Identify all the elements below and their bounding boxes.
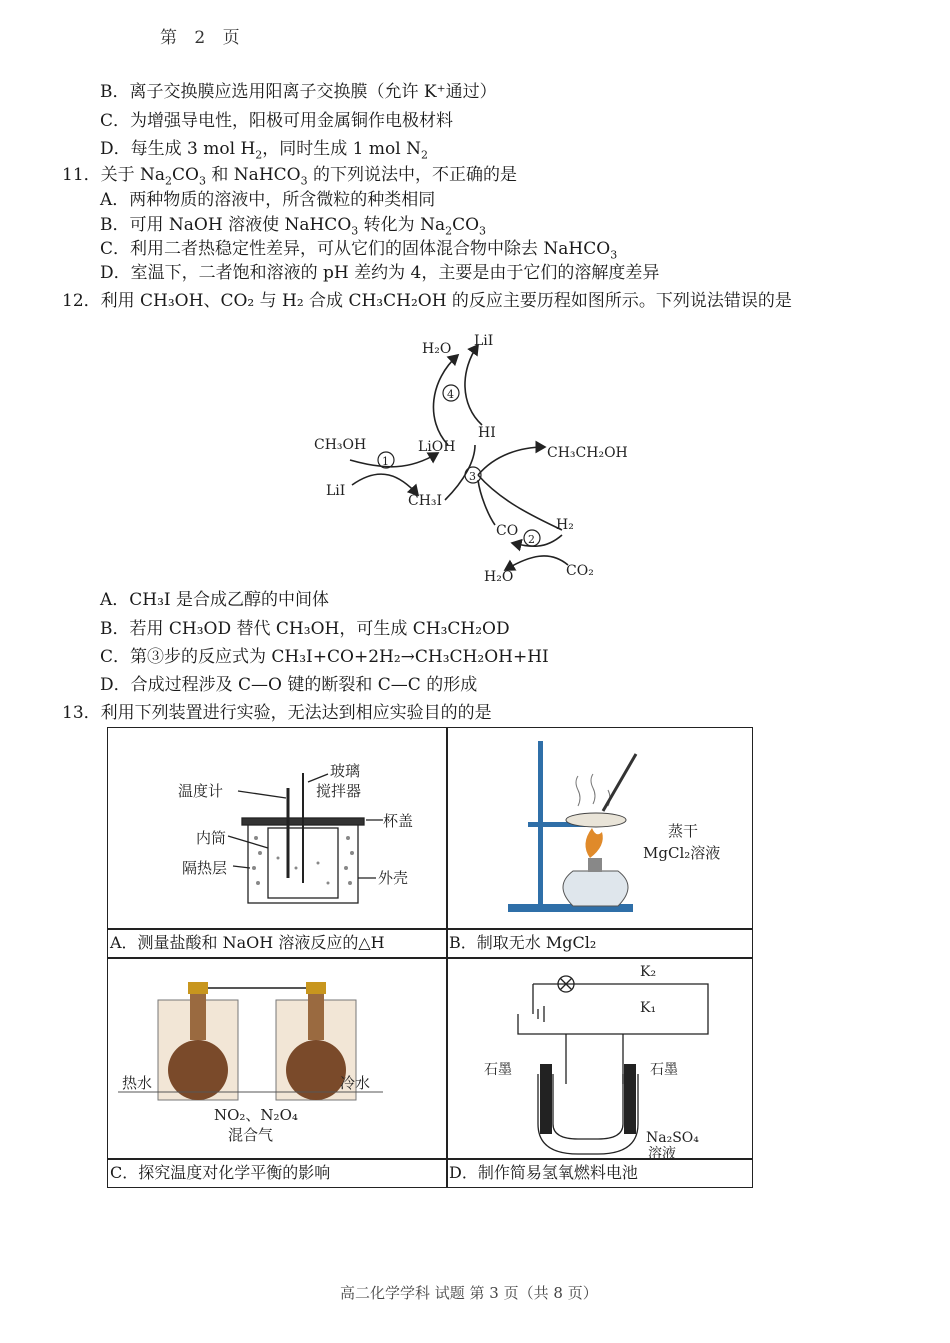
q11-option-d: D．室温下，二者饱和溶液的 pH 差约为 4，主要是由于它们的溶解度差异 bbox=[100, 263, 660, 283]
label-cold-water: 冷水 bbox=[340, 1074, 371, 1092]
label-lii-top: LiI bbox=[474, 333, 494, 349]
label-co2: CO₂ bbox=[566, 563, 594, 579]
label-lid: 杯盖 bbox=[383, 812, 414, 830]
q11-option-c: C．利用二者热稳定性差异，可从它们的固体混合物中除去 NaHCO$_3$ bbox=[100, 239, 618, 262]
flask-right bbox=[286, 1040, 346, 1100]
q11-option-b: B．可用 NaOH 溶液使 NaHCO$_3$ 转化为 $Na_2CO_3$ bbox=[100, 215, 487, 238]
label-h2: H₂ bbox=[556, 517, 574, 533]
q12-option-d: D．合成过程涉及 C—O 键的断裂和 C—C 的形成 bbox=[100, 675, 478, 695]
table-divider-row bbox=[108, 957, 752, 959]
step1-curve-bottom bbox=[352, 474, 418, 495]
q11-option-a: A．两种物质的溶液中，所含微粒的种类相同 bbox=[100, 190, 436, 210]
evaporating-dish bbox=[566, 813, 626, 827]
cropped-footer: 高二化学学科 试题 第 3 页（共 8 页） bbox=[340, 1284, 598, 1302]
label-solution: 溶液 bbox=[648, 1146, 676, 1162]
label-shell: 外壳 bbox=[378, 869, 409, 887]
cropped-header: 第 2 页 bbox=[160, 28, 246, 48]
step3-curve-h2 bbox=[478, 475, 562, 530]
equilibrium-flasks-diagram bbox=[118, 960, 443, 1155]
q10-option-b: B．离子交换膜应选用阳离子交换膜（允许 K⁺通过） bbox=[100, 82, 497, 102]
label-h2o-bottom: H₂O bbox=[484, 569, 514, 585]
label-mgcl2-solution: MgCl₂溶液 bbox=[643, 844, 721, 862]
label-gases: NO₂、N₂O₄ bbox=[214, 1106, 298, 1124]
label-step2: 2 bbox=[528, 533, 535, 546]
q12-option-a: A．CH₃I 是合成乙醇的中间体 bbox=[100, 590, 330, 610]
label-graphite-right: 石墨 bbox=[650, 1062, 678, 1078]
flame bbox=[585, 828, 602, 858]
label-step1: 1 bbox=[382, 455, 389, 468]
steam bbox=[576, 774, 610, 806]
table-divider-a-caption bbox=[108, 928, 752, 930]
label-k1: K₁ bbox=[640, 1000, 657, 1016]
step3-curve-lower bbox=[478, 480, 495, 525]
label-insulation: 隔热层 bbox=[182, 859, 228, 877]
label-lii-left: LiI bbox=[326, 483, 346, 499]
circuit-wire bbox=[518, 984, 708, 1034]
label-ch3oh: CH₃OH bbox=[314, 437, 367, 453]
calorimeter-diagram bbox=[178, 758, 418, 923]
label-stirrer: 搅拌器 bbox=[316, 782, 362, 800]
label-inner: 内筒 bbox=[196, 829, 227, 847]
q10-option-c: C．为增强导电性，阳极可用金属铜作电极材料 bbox=[100, 111, 454, 131]
q12-option-b: B．若用 CH₃OD 替代 CH₃OH，可生成 CH₃CH₂OD bbox=[100, 619, 510, 639]
label-hi: HI bbox=[478, 425, 496, 441]
label-k2: K₂ bbox=[640, 964, 657, 980]
label-ch3ch2oh: CH₃CH₂OH bbox=[547, 445, 628, 461]
label-thermometer: 温度计 bbox=[178, 782, 224, 800]
q12-option-c: C．第③步的反应式为 CH₃I+CO+2H₂→CH₃CH₂OH+HI bbox=[100, 647, 549, 667]
label-hot-water: 热水 bbox=[122, 1074, 153, 1092]
evaporation-diagram bbox=[478, 736, 748, 926]
label-glass: 玻璃 bbox=[330, 762, 361, 780]
label-ch3i: CH₃I bbox=[408, 493, 443, 509]
graphite-left bbox=[540, 1064, 552, 1134]
label-evaporate: 蒸干 bbox=[668, 822, 699, 840]
q13-apparatus-table bbox=[107, 727, 753, 1188]
label-step4: 4 bbox=[447, 388, 454, 401]
step4-curve-right bbox=[465, 345, 482, 425]
label-h2o-top: H₂O bbox=[422, 341, 452, 357]
label-co: CO bbox=[496, 523, 519, 539]
step3-curve-main bbox=[478, 447, 545, 475]
label-mixture: 混合气 bbox=[228, 1126, 274, 1144]
reaction-mechanism-diagram bbox=[300, 325, 650, 590]
label-step3: 3 bbox=[469, 470, 476, 483]
caption-d: D．制作简易氢氧燃料电池 bbox=[449, 1163, 638, 1182]
label-lioh: LiOH bbox=[418, 439, 456, 455]
step2-curve-bottom bbox=[505, 556, 568, 570]
q10-option-d: D．每生成 3 mol $H_2$，同时生成 1 mol $N_2$ bbox=[100, 139, 428, 162]
q11-stem: 11．关于 $Na_2CO_3$ 和 NaHCO$_3$ 的下列说法中，不正确的是 bbox=[62, 165, 517, 188]
caption-b: B．制取无水 MgCl₂ bbox=[449, 933, 597, 952]
caption-a: A．测量盐酸和 NaOH 溶液反应的△H bbox=[110, 933, 385, 952]
label-na2so4: Na₂SO₄ bbox=[646, 1130, 699, 1146]
alcohol-lamp bbox=[563, 871, 628, 906]
flask-left bbox=[168, 1040, 228, 1100]
caption-c: C．探究温度对化学平衡的影响 bbox=[110, 1163, 331, 1182]
q13-stem: 13．利用下列装置进行实验，无法达到相应实验目的的是 bbox=[62, 703, 492, 723]
label-graphite-left: 石墨 bbox=[484, 1062, 512, 1078]
graphite-right bbox=[624, 1064, 636, 1134]
glass-rod bbox=[603, 754, 636, 811]
q12-stem: 12．利用 CH₃OH、CO₂ 与 H₂ 合成 CH₃CH₂OH 的反应主要历程如图所示。下列说法错误的是 bbox=[62, 291, 792, 311]
fuel-cell-diagram bbox=[478, 964, 748, 1162]
